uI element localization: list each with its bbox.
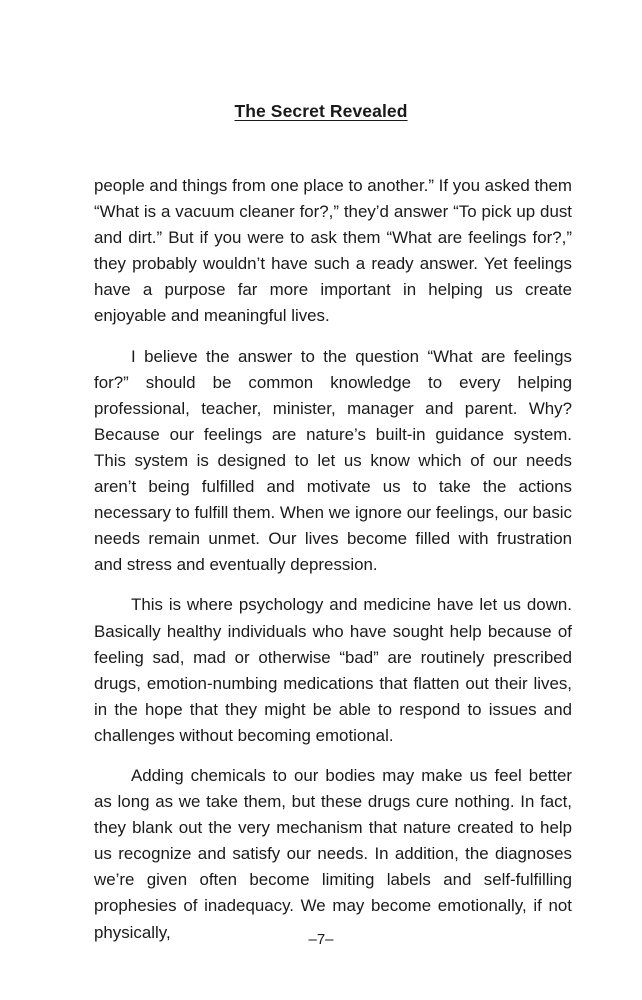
- body-text: [94, 173, 572, 960]
- paragraph-3: This is where psychology and medicine have let us down. Basically healthy individuals who have sought help because of feeling sad, mad or otherwise “bad” are routinely prescribed drugs, emotion-numbing medications that flatten out their lives, in the hope that they might be able to respond to issues and challenges without becoming emotional.: [94, 595, 572, 745]
- paragraph-4: Adding chemicals to our bodies may make us feel better as long as we take them, but these drugs cure nothing. In fact, they blank out the very mechanism that nature created to help us recognize and satisfy our needs. In addition, the diagnoses we’re given often become limiting labels and self-fulfilling prophesies of inadequacy. We may become emotionally, if not physically,: [94, 765, 572, 942]
- paragraph-1: people and things from one place to another.” If you asked them “What is a vacuum cleaner for?,” they’d answer “To pick up dust and dirt.” But if you were to ask them “What are feelings for?,” they probably wouldn’t have such a ready answer. Yet feelings have a purpose far more important in helping us create enjoyable and meaningful lives.: [94, 176, 572, 326]
- paragraph-2: I believe the answer to the question “What are feelings for?” should be common knowledge to every helping professional, teacher, minister, manager and parent. Why? Because our feelings are nature’s built-in guidance system. This system is designed to let us know which of our needs aren’t being fulfilled and motivate us to take the actions necessary to fulfill them. When we ignore our feelings, our basic needs remain unmet. Our lives become filled with frustration and stress and eventually depression.: [94, 346, 572, 575]
- page-number: –7–: [308, 931, 334, 948]
- page-title: The Secret Revealed: [234, 101, 408, 121]
